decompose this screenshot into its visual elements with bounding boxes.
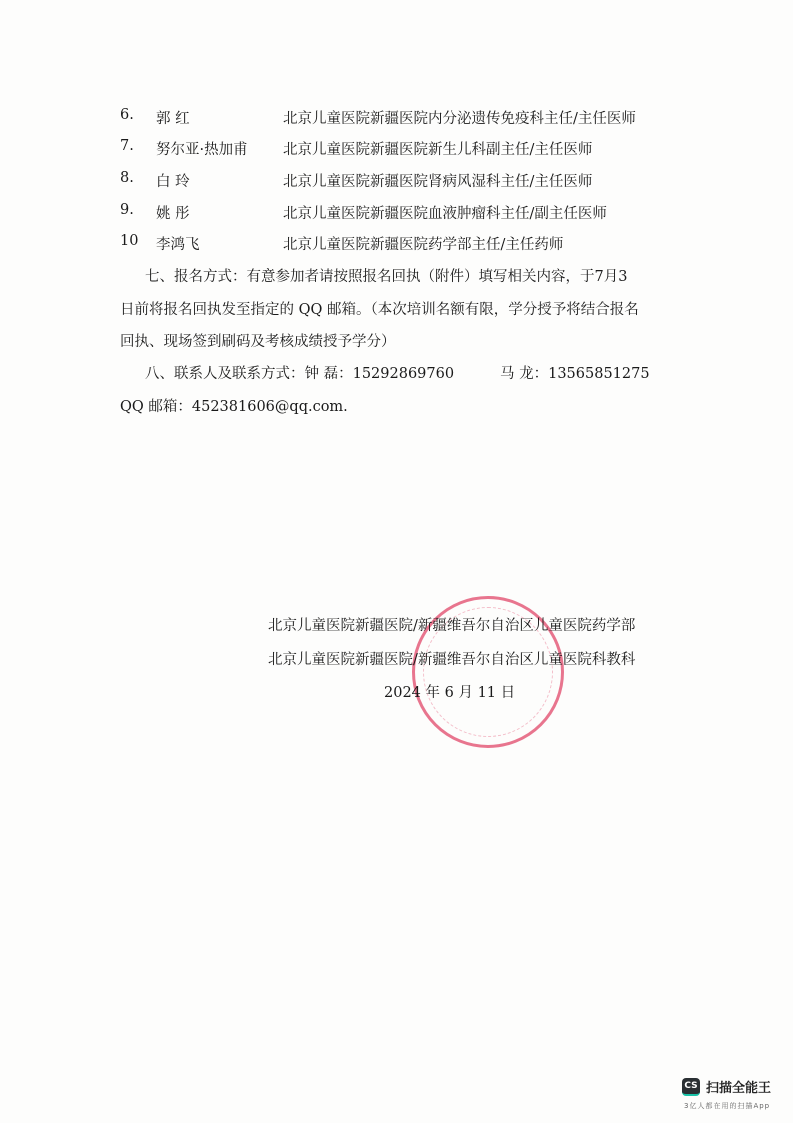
staff-num: 10	[120, 233, 139, 249]
contact-line: 八、联系人及联系方式：钟 磊：15292869760	[145, 366, 455, 382]
scanner-watermark	[682, 1077, 771, 1096]
staff-name: 努尔亚·热加甫	[156, 142, 248, 158]
contact-email: QQ 邮箱：452381606@qq.com.	[120, 399, 348, 415]
staff-name: 白 玲	[156, 174, 190, 190]
watermark-name: 扫描全能王	[706, 1081, 772, 1096]
registration-line: 回执、现场签到刷码及考核成绩授予学分）	[120, 334, 396, 350]
staff-title: 北京儿童医院新疆医院新生儿科副主任/主任医师	[283, 142, 593, 158]
staff-title: 北京儿童医院新疆医院药学部主任/主任药师	[283, 237, 564, 253]
staff-name: 姚 彤	[156, 206, 190, 222]
staff-title: 北京儿童医院新疆医院血液肿瘤科主任/副主任医师	[283, 206, 607, 222]
contact-second: 马 龙：13565851275	[500, 366, 650, 382]
staff-name: 郭 红	[156, 111, 190, 127]
registration-line: 日前将报名回执发至指定的 QQ 邮箱。（本次培训名额有限，学分授予将结合报名	[120, 302, 639, 318]
staff-name: 李鸿飞	[156, 237, 200, 253]
staff-title: 北京儿童医院新疆医院肾病风湿科主任/主任医师	[283, 174, 593, 190]
signature-date: 2024 年 6 月 11 日	[384, 685, 516, 701]
camscanner-icon: CS	[682, 1078, 700, 1096]
signature-dept: 北京儿童医院新疆医院/新疆维吾尔自治区儿童医院药学部	[268, 618, 636, 634]
staff-title: 北京儿童医院新疆医院内分泌遗传免疫科主任/主任医师	[283, 111, 636, 127]
watermark-tagline: 3亿人都在用的扫描App	[684, 1102, 771, 1110]
registration-line: 七、报名方式：有意参加者请按照报名回执（附件）填写相关内容，于7月3	[145, 269, 628, 285]
signature-dept: 北京儿童医院新疆医院/新疆维吾尔自治区儿童医院科教科	[268, 652, 636, 668]
staff-num: 8.	[120, 170, 134, 186]
staff-num: 7.	[120, 138, 134, 154]
staff-num: 6.	[120, 107, 134, 123]
staff-num: 9.	[120, 202, 134, 218]
